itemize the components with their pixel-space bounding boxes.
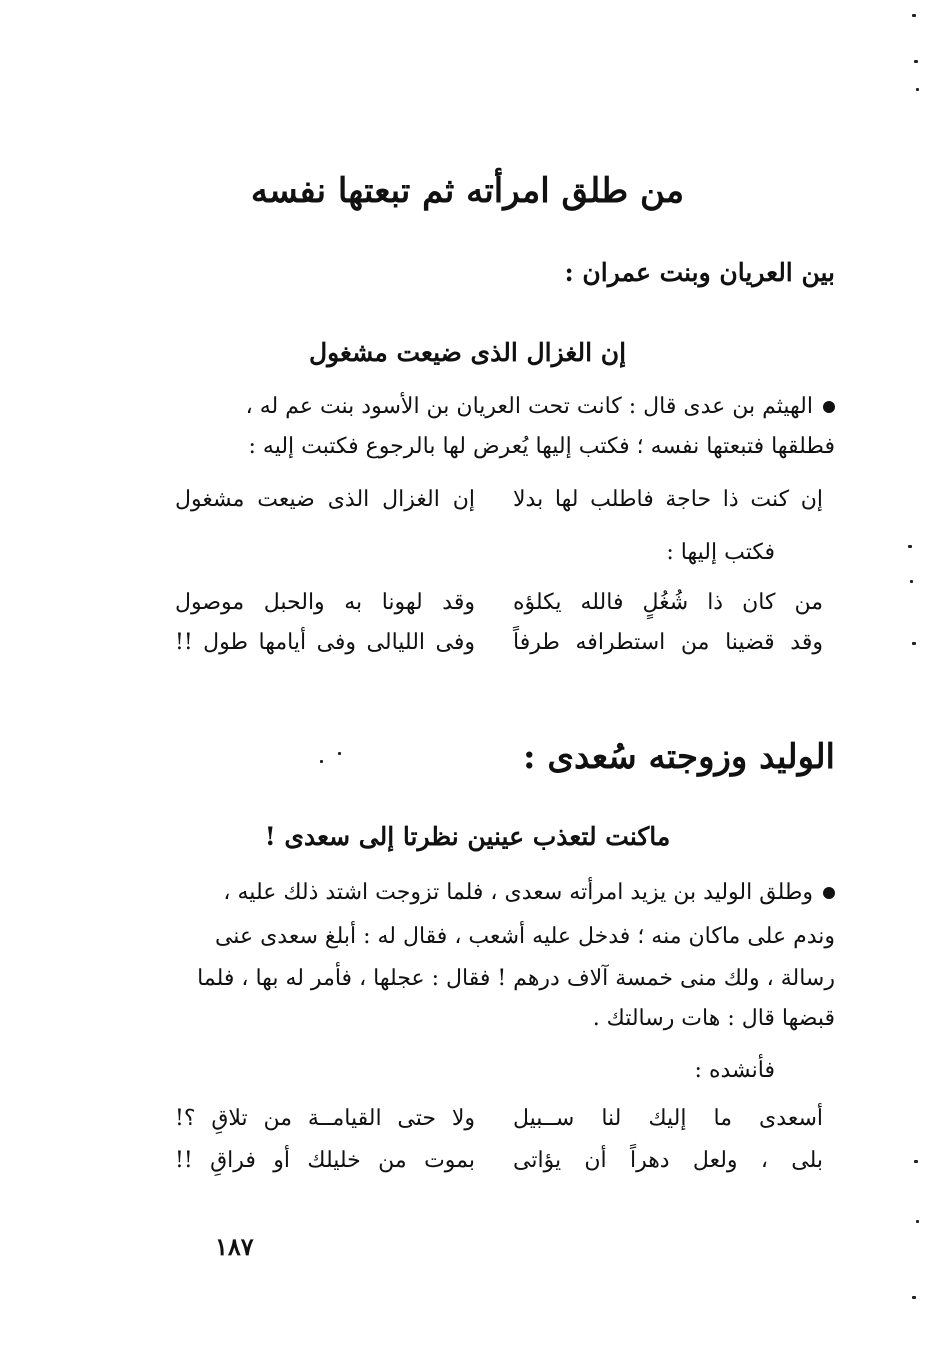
verse-second-hemistich: إن الغزال الذى ضيعت مشغول [175,487,475,512]
scan-speck [912,642,916,645]
scan-speck [912,14,916,17]
section-subheading: ماكنت لتعذب عينين نظرتا إلى سعدى ! [264,822,671,851]
verse-intro: فأنشده : [694,1058,775,1083]
scan-speck [908,545,912,548]
verse-first-hemistich: من كان ذا شُغُلٍ فالله يكلؤه [513,590,823,615]
verse-intro: فكتب إليها : [666,540,775,565]
verse-second-hemistich: ولا حتى القيامــة من تلاقِ ؟! [175,1106,475,1131]
scan-speck [320,760,323,763]
section-heading: بين العريان وبنت عمران : [564,258,835,287]
verse-first-hemistich: بلى ، ولعل دهراً أن يؤاتى [513,1148,823,1173]
bullet-icon [823,401,835,413]
scan-speck [914,1160,918,1163]
page-number: ١٨٧ [215,1232,254,1261]
section-heading: الوليد وزوجته سُعدى : [522,737,835,777]
verse-first-hemistich: وقد قضينا من استطرافه طرفاً [513,630,823,655]
verse-second-hemistich: وقد لهونا به والحبل موصول [175,590,475,615]
paragraph-line: رسالة ، ولك منى خمسة آلاف درهم ! فقال : عجلها ، فأمر له بها ، فلما [197,966,835,991]
bullet-icon [823,887,835,899]
verse-first-hemistich: أسعدى ما إليك لنا ســبيل [513,1106,823,1131]
paragraph-line: فطلقها فتبعتها نفسه ؛ فكتب إليها يُعرض لها بالرجوع فكتبت إليه : [248,434,835,459]
page-title: من طلق امرأته ثم تبعتها نفسه [250,171,685,211]
paragraph-line: الهيثم بن عدى قال : كانت تحت العريان بن الأسود بنت عم له ، [100,390,835,424]
scan-speck [916,88,919,91]
paragraph-line: قبضها قال : هات رسالتك . [592,1006,835,1031]
verse-second-hemistich: وفى الليالى وفى أيامها طول !! [175,630,475,655]
section-subheading: إن الغزال الذى ضيعت مشغول [308,338,627,367]
scan-speck [338,752,341,755]
scan-speck [914,60,918,63]
scan-speck [916,1220,919,1223]
scan-speck [910,580,913,583]
verse-second-hemistich: بموت من خليلك أو فراقِ !! [175,1148,475,1173]
scan-speck [912,1296,916,1299]
paragraph-line: وطلق الوليد بن يزيد امرأته سعدى ، فلما تزوجت اشتد ذلك عليه ، [100,876,835,910]
paragraph-line: وندم على ماكان منه ؛ فدخل عليه أشعب ، فقال له : أبلغ سعدى عنى [214,924,835,949]
verse-first-hemistich: إن كنت ذا حاجة فاطلب لها بدلا [513,487,823,512]
